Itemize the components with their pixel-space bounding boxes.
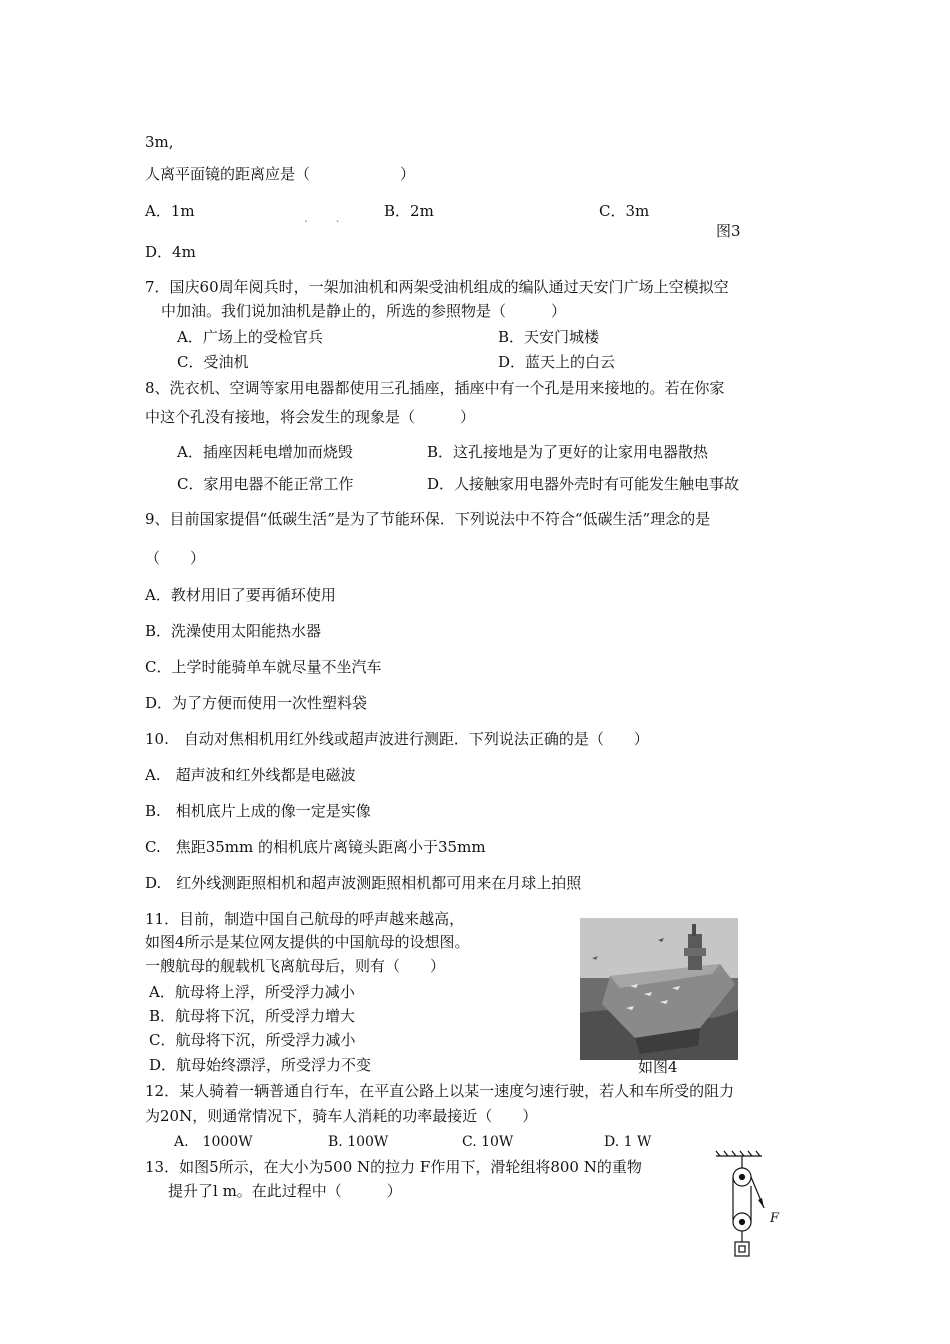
q11-option-a: A．航母将上浮，所受浮力减小 [149,983,355,1001]
q11-stem-line2: 如图4所示是某位网友提供的中国航母的设想图。 [145,933,470,951]
q6-option-d: D．4m [145,243,196,261]
q12-option-d: D. 1 W [604,1134,652,1150]
q6-decorative-dots: . . [304,211,352,225]
q12-option-c: C. 10W [462,1134,514,1150]
q10-option-b: B. 相机底片上成的像一定是实像 [145,802,371,820]
q11-stem-line3: 一艘航母的舰载机飞离航母后，则有（ ） [145,957,446,975]
q9-option-c: C．上学时能骑单车就尽量不坐汽车 [145,658,382,676]
q6-option-c: C．3m [599,202,650,220]
q12-option-b: B. 100W [328,1134,389,1150]
q11-option-c: C．航母将下沉，所受浮力减小 [149,1031,356,1049]
q12-stem-line1: 12．某人骑着一辆普通自行车，在平直公路上以某一速度匀速行驶，若人和车所受的阻力 [145,1082,735,1100]
q7-option-c: C．受油机 [177,353,249,371]
q9-option-b: B．洗澡使用太阳能热水器 [145,622,322,640]
q10-stem: 10. 自动对焦相机用红外线或超声波进行测距．下列说法正确的是（ ） [145,730,649,748]
q6-figure-label: 图3 [716,222,741,240]
q11-stem-line1: 11．目前，制造中国自己航母的呼声越来越高， [145,910,465,928]
q8-option-d: D．人接触家用电器外壳时有可能发生触电事故 [427,475,740,493]
q9-option-a: A．教材用旧了要再循环使用 [145,586,336,604]
force-label-f: F [770,1211,780,1226]
q11-figure-label: 如图4 [638,1058,678,1076]
q9-option-d: D．为了方便而使用一次性塑料袋 [145,694,368,712]
q8-option-c: C．家用电器不能正常工作 [177,475,354,493]
q10-option-c: C. 焦距35mm 的相机底片离镜头距离小于35mm [145,838,486,856]
q8-stem-line2: 中这个孔没有接地，将会发生的现象是（ ） [145,408,476,426]
q7-stem-line2: 中加油。我们说加油机是静止的，所选的参照物是（ ） [161,302,567,320]
q8-option-b: B．这孔接地是为了更好的让家用电器散热 [427,443,709,461]
q13-stem-line2: 提升了l m。在此过程中（ ） [168,1182,402,1200]
aircraft-carrier-image [580,918,738,1060]
pulley-diagram [712,1150,792,1264]
q12-option-a: A. 1000W [174,1134,253,1150]
q8-stem-line1: 8、洗衣机、空调等家用电器都使用三孔插座，插座中有一个孔是用来接地的。若在你家 [145,379,725,397]
q9-stem-line2: （ ） [145,549,206,567]
arrow-icon [758,1198,764,1208]
q10-option-a: A. 超声波和红外线都是电磁波 [145,766,356,784]
q9-stem-line1: 9、目前国家提倡“低碳生活”是为了节能环保．下列说法中不符合“低碳生活”理念的是 [145,510,711,528]
q11-option-d: D．航母始终漂浮，所受浮力不变 [149,1056,372,1074]
q6-continuation: 3m, [145,133,174,151]
q6-stem: 人离平面镜的距离应是（ ） [145,165,416,183]
q7-option-b: B．天安门城楼 [498,328,600,346]
aircraft-carrier-illustration [580,918,738,1060]
q8-option-a: A．插座因耗电增加而烧毁 [177,443,353,461]
q13-stem-line1: 13．如图5所示，在大小为500 N的拉力 F作用下，滑轮组将800 N的重物 [145,1158,642,1176]
q6-option-a: A．1m [145,202,195,220]
q10-option-d: D. 红外线测距照相机和超声波测距照相机都可用来在月球上拍照 [145,874,582,892]
q7-option-a: A．广场上的受检官兵 [177,328,323,346]
q6-option-b: B．2m [384,202,434,220]
q7-option-d: D．蓝天上的白云 [498,353,616,371]
q11-option-b: B．航母将下沉，所受浮力增大 [149,1007,356,1025]
q7-stem-line1: 7．国庆60周年阅兵时，一架加油机和两架受油机组成的编队通过天安门广场上空模拟空 [145,278,729,296]
q12-stem-line2: 为20N，则通常情况下，骑车人消耗的功率最接近（ ） [145,1107,538,1125]
